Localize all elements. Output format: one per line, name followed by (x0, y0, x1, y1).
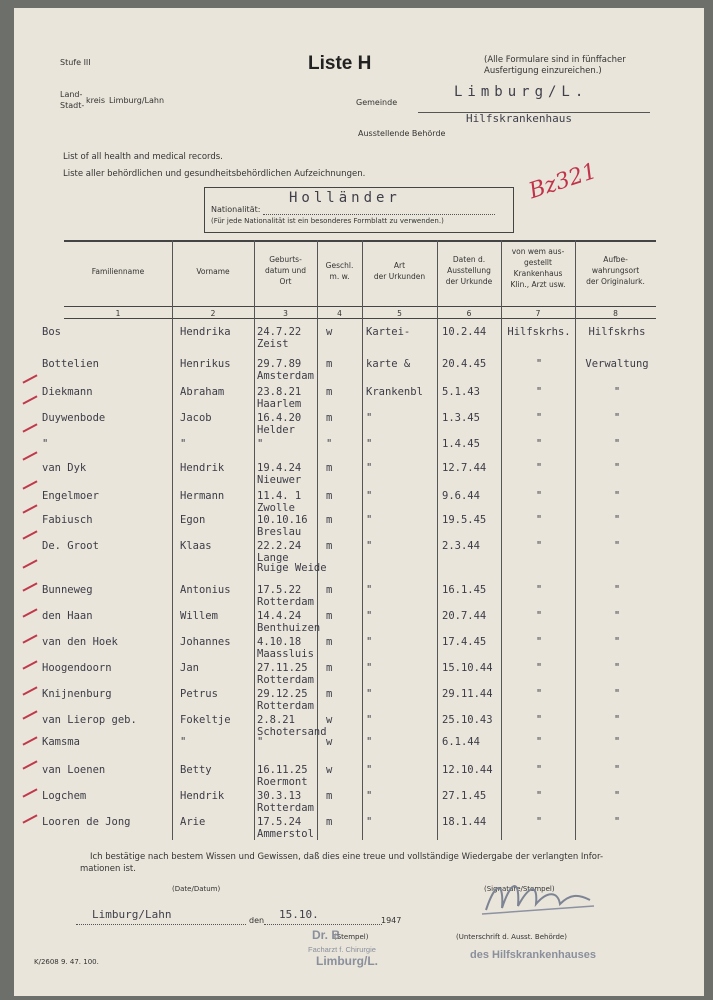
col-line (362, 240, 363, 840)
cell-birth: 29.12.25 (257, 688, 308, 700)
behoerde-label: Ausstellende Behörde (358, 129, 446, 138)
cell-storage: " (613, 764, 621, 776)
cell-storage: " (613, 714, 621, 726)
cell-storage: " (613, 688, 621, 700)
column-number: 4 (337, 309, 342, 318)
signature-label: (Signature/Stempel) (484, 885, 555, 893)
check-mark-icon (22, 736, 37, 745)
cell-sex: m (326, 386, 333, 398)
cell-family: Bottelien (42, 358, 99, 370)
cell-family: Bunneweg (42, 584, 93, 596)
cell-sex: m (326, 462, 333, 474)
cell-place: Schotersand (257, 726, 327, 738)
check-mark-icon (22, 530, 37, 539)
table-top-line (64, 240, 656, 242)
page-title: Liste H (308, 53, 372, 74)
cell-type: " (366, 438, 373, 450)
cell-birth: 2.8.21 (257, 714, 295, 726)
header-divider (64, 306, 656, 307)
cell-date: 5.1.43 (442, 386, 480, 398)
confirmation-line2: mationen ist. (80, 864, 136, 874)
nationality-label: Nationalität: (211, 205, 261, 214)
cell-type: " (366, 412, 373, 424)
behoerde-value: Hilfskrankenhaus (466, 112, 572, 125)
cell-place: Breslau (257, 526, 302, 538)
cell-given: Hermann (180, 490, 225, 502)
cell-place: Rotterdam (257, 802, 314, 814)
document-page (14, 8, 704, 996)
cell-type: " (366, 688, 373, 700)
cell-given: Johannes (180, 636, 231, 648)
note-line1: (Alle Formulare sind in fünffacher (484, 55, 626, 65)
cell-given: Arie (180, 816, 206, 828)
cell-type: " (366, 514, 373, 526)
cell-type: " (366, 540, 373, 552)
cell-sex: m (326, 662, 333, 674)
column-number: 5 (397, 309, 402, 318)
cell-date: 19.5.45 (442, 514, 487, 526)
cell-issuer: " (535, 514, 543, 526)
stempel-label: (Stempel) (334, 933, 369, 941)
col-line (254, 240, 255, 840)
cell-date: 12.10.44 (442, 764, 493, 776)
gemeinde-value: Limburg/L. (454, 84, 589, 100)
cell-given: Antonius (180, 584, 231, 596)
cell-birth: 16.4.20 (257, 412, 302, 424)
cell-date: 25.10.43 (442, 714, 493, 726)
cell-given: Petrus (180, 688, 218, 700)
number-divider (64, 318, 656, 319)
cell-type: " (366, 736, 373, 748)
cell-given: Hendrik (180, 462, 225, 474)
cell-date: 1.4.45 (442, 438, 480, 450)
cell-place: Rotterdam (257, 596, 314, 608)
cell-issuer: " (535, 412, 543, 424)
check-mark-icon (22, 582, 37, 591)
cell-sex: w (326, 736, 333, 748)
cell-given: Hendrika (180, 326, 231, 338)
cell-storage: " (613, 540, 621, 552)
description-de: Liste aller behördlichen und gesundheitsbehördlichen Aufzeichnungen. (63, 169, 366, 179)
cell-sex: m (326, 816, 333, 828)
cell-family: " (42, 438, 49, 450)
year-value: 1947 (381, 916, 402, 925)
date-underline (264, 924, 382, 925)
cell-date: 6.1.44 (442, 736, 480, 748)
cell-issuer: " (535, 438, 543, 450)
cell-date: 12.7.44 (442, 462, 487, 474)
cell-type: karte & (366, 358, 411, 370)
cell-given: Willem (180, 610, 218, 622)
column-number: 7 (535, 309, 541, 318)
stamp-line3: Limburg/L. (316, 954, 378, 968)
cell-given: Jacob (180, 412, 212, 424)
cell-family: Diekmann (42, 386, 93, 398)
cell-sex: m (326, 610, 333, 622)
cell-storage: " (613, 636, 621, 648)
cell-issuer: " (535, 540, 543, 552)
cell-storage: " (613, 412, 621, 424)
column-number: 1 (115, 309, 121, 318)
cell-family: Looren de Jong (42, 816, 131, 828)
cell-type: " (366, 764, 373, 776)
cell-family: Hoogendoorn (42, 662, 112, 674)
cell-sex: m (326, 790, 333, 802)
description-en: List of all health and medical records. (63, 152, 223, 162)
cell-place: Zwolle (257, 502, 295, 514)
cell-sex: w (326, 764, 333, 776)
cell-place: Benthuizen (257, 622, 321, 634)
cell-storage: " (613, 736, 621, 748)
stamp-line1: Dr. B (312, 928, 341, 942)
cell-family: van den Hoek (42, 636, 118, 648)
cell-place: Ammerstol (257, 828, 314, 840)
cell-birth: 17.5.22 (257, 584, 302, 596)
cell-sex: m (326, 514, 333, 526)
cell-storage: Verwaltung (585, 358, 649, 370)
cell-birth: " (257, 736, 264, 748)
cell-given: Klaas (180, 540, 212, 552)
cell-type: " (366, 610, 373, 622)
cell-sex: w (326, 714, 333, 726)
cell-sex: w (326, 326, 333, 338)
cell-place: Amsterdam (257, 370, 314, 382)
cell-birth: 23.8.21 (257, 386, 302, 398)
cell-sex: " (326, 438, 333, 450)
cell-issuer: " (535, 764, 543, 776)
cell-issuer: " (535, 688, 543, 700)
cell-issuer: " (535, 714, 543, 726)
form-code: K/2608 9. 47. 100. (34, 958, 99, 966)
cell-birth: 30.3.13 (257, 790, 302, 802)
col-line (317, 240, 318, 840)
cell-sex: m (326, 490, 333, 502)
cell-place: Nieuwer (257, 474, 302, 486)
cell-sex: m (326, 540, 333, 552)
check-mark-icon (22, 559, 37, 568)
cell-family: Bos (42, 326, 61, 338)
cell-issuer: " (535, 790, 543, 802)
cell-family: van Dyk (42, 462, 87, 474)
cell-given: Fokeltje (180, 714, 231, 726)
cell-family: Kamsma (42, 736, 80, 748)
check-mark-icon (22, 710, 37, 719)
cell-issuer: " (535, 610, 543, 622)
cell-birth: Ruige Weide (257, 562, 327, 574)
cell-storage: " (613, 514, 621, 526)
cell-family: De. Groot (42, 540, 99, 552)
cell-issuer: " (535, 358, 543, 370)
cell-date: 20.4.45 (442, 358, 487, 370)
signature-scribble (478, 870, 598, 930)
cell-date: 17.4.45 (442, 636, 487, 648)
nationality-underline (263, 214, 495, 215)
cell-birth: 14.4.24 (257, 610, 302, 622)
cell-issuer: " (535, 736, 543, 748)
cell-place: Lange (257, 552, 289, 564)
header-geburtsdatum: Geburts- datum und Ort (264, 255, 306, 286)
check-mark-icon (22, 374, 37, 383)
cell-storage: " (613, 610, 621, 622)
stamp-line2: Facharzt f. Chirurgie (308, 945, 376, 954)
cell-type: " (366, 714, 373, 726)
cell-issuer: " (535, 462, 543, 474)
check-mark-icon (22, 634, 37, 643)
header-datum: Daten d. Ausstellung der Urkunde (445, 255, 493, 286)
check-mark-icon (22, 760, 37, 769)
cell-issuer: " (535, 386, 543, 398)
cell-place: Maassluis (257, 648, 314, 660)
column-number: 2 (210, 309, 216, 318)
cell-date: 18.1.44 (442, 816, 487, 828)
cell-date: 15.10.44 (442, 662, 493, 674)
header-aussteller: von wem aus- gestellt Krankenhaus Klin., Arzt usw. (510, 247, 566, 289)
stamp-right: des Hilfskrankenhauses (470, 949, 596, 961)
cell-birth: 24.7.22 (257, 326, 302, 338)
cell-birth: 29.7.89 (257, 358, 302, 370)
header-familienname: Familienname (91, 267, 145, 276)
cell-birth: 17.5.24 (257, 816, 302, 828)
cell-issuer: " (535, 636, 543, 648)
cell-sex: m (326, 412, 333, 424)
cell-date: 27.1.45 (442, 790, 487, 802)
cell-type: " (366, 816, 373, 828)
cell-given: " (180, 736, 187, 748)
check-mark-icon (22, 504, 37, 513)
cell-given: Hendrik (180, 790, 225, 802)
cell-issuer: " (535, 816, 543, 828)
cell-issuer: " (535, 584, 543, 596)
cell-given: Abraham (180, 386, 225, 398)
gemeinde-label: Gemeinde (356, 98, 398, 107)
cell-birth: 10.10.16 (257, 514, 308, 526)
column-number: 6 (466, 309, 472, 318)
cell-sex: m (326, 636, 333, 648)
cell-sex: m (326, 358, 333, 370)
date-label: (Date/Datum) (172, 885, 221, 893)
cell-place: Rotterdam (257, 674, 314, 686)
cell-storage: Hilfskrhs (588, 326, 646, 338)
cell-date: 16.1.45 (442, 584, 487, 596)
cell-birth: 27.11.25 (257, 662, 308, 674)
cell-given: Jan (180, 662, 199, 674)
col-line (501, 240, 502, 840)
confirmation-line1: Ich bestätige nach bestem Wissen und Gewissen, daß dies eine treue und vollständige Wiedergabe der verlangten Infor- (90, 852, 604, 862)
cell-storage: " (613, 490, 621, 502)
cell-storage: " (613, 790, 621, 802)
stufe-label: Stufe III (60, 58, 91, 67)
cell-date: 10.2.44 (442, 326, 487, 338)
cell-place: Roermont (257, 776, 308, 788)
check-mark-icon (22, 480, 37, 489)
cell-type: Kartei- (366, 326, 411, 338)
cell-family: Logchem (42, 790, 87, 802)
check-mark-icon (22, 423, 37, 432)
kreis-label: kreis (86, 96, 106, 105)
cell-family: Fabiusch (42, 514, 93, 526)
nationality-value: Holländer (289, 190, 401, 206)
cell-type: " (366, 662, 373, 674)
cell-storage: " (613, 386, 621, 398)
cell-given: Henrikus (180, 358, 231, 370)
cell-date: 9.6.44 (442, 490, 480, 502)
cell-birth: 11.4. 1 (257, 490, 302, 502)
check-mark-icon (22, 451, 37, 460)
cell-given: " (180, 438, 187, 450)
records-table (42, 240, 656, 840)
cell-storage: " (613, 662, 621, 674)
stadt-label: Stadt- (60, 101, 85, 110)
check-mark-icon (22, 814, 37, 823)
cell-type: " (366, 584, 373, 596)
cell-family: Engelmoer (42, 490, 99, 502)
cell-sex: m (326, 584, 333, 596)
cell-birth: 19.4.24 (257, 462, 302, 474)
header-aufbewahrung: Aufbe- wahrungsort der Originalurk. (586, 255, 645, 286)
cell-place: Helder (257, 424, 295, 436)
header-vorname: Vorname (196, 267, 230, 276)
check-mark-icon (22, 660, 37, 669)
cell-issuer: " (535, 662, 543, 674)
handwritten-annotation: Bz321 (525, 158, 600, 205)
header-art: Art der Urkunden (373, 261, 426, 281)
cell-given: Betty (180, 764, 212, 776)
cell-given: Egon (180, 514, 206, 526)
check-mark-icon (22, 608, 37, 617)
nationality-note: (Für jede Nationalität ist ein besonderes Formblatt zu verwenden.) (211, 217, 444, 225)
cell-place: Zeist (257, 338, 289, 350)
col-line (172, 240, 173, 840)
date-value: 15.10. (279, 908, 319, 921)
den-label: den (249, 916, 265, 925)
cell-birth: 4.10.18 (257, 636, 302, 648)
cell-type: " (366, 790, 373, 802)
note-line2: Ausfertigung einzureichen.) (484, 66, 602, 76)
cell-place: Haarlem (257, 398, 302, 410)
cell-type: " (366, 490, 373, 502)
cell-date: 1.3.45 (442, 412, 480, 424)
cell-storage: " (613, 462, 621, 474)
place-value: Limburg/Lahn (92, 908, 172, 921)
cell-family: den Haan (42, 610, 93, 622)
cell-date: 29.11.44 (442, 688, 493, 700)
header-geschlecht: Geschl. m. w. (325, 261, 354, 281)
cell-storage: " (613, 584, 621, 596)
cell-family: Knijnenburg (42, 688, 112, 700)
cell-birth: 16.11.25 (257, 764, 308, 776)
col-line (575, 240, 576, 840)
cell-type: " (366, 636, 373, 648)
check-mark-icon (22, 686, 37, 695)
column-number: 3 (283, 309, 288, 318)
cell-storage: " (613, 438, 621, 450)
cell-sex: m (326, 688, 333, 700)
place-underline (76, 924, 246, 925)
check-mark-icon (22, 788, 37, 797)
cell-storage: " (613, 816, 621, 828)
cell-place: Rotterdam (257, 700, 314, 712)
check-mark-icon (22, 395, 37, 404)
cell-type: " (366, 462, 373, 474)
unterschrift-label: (Unterschrift d. Ausst. Behörde) (456, 933, 567, 941)
cell-birth: 22.2.24 (257, 540, 302, 552)
cell-family: Duywenbode (42, 412, 106, 424)
kreis-value: Limburg/Lahn (109, 96, 165, 105)
cell-family: van Loenen (42, 764, 106, 776)
column-number: 8 (613, 309, 618, 318)
cell-issuer: Hilfskrhs. (507, 326, 571, 338)
cell-birth: " (257, 438, 264, 450)
cell-type: Krankenbl (366, 386, 423, 398)
cell-date: 20.7.44 (442, 610, 487, 622)
cell-issuer: " (535, 490, 543, 502)
nationality-box (204, 187, 514, 233)
cell-date: 2.3.44 (442, 540, 480, 552)
cell-family: van Lierop geb. (42, 714, 137, 726)
col-line (437, 240, 438, 840)
land-label: Land- (60, 90, 83, 99)
